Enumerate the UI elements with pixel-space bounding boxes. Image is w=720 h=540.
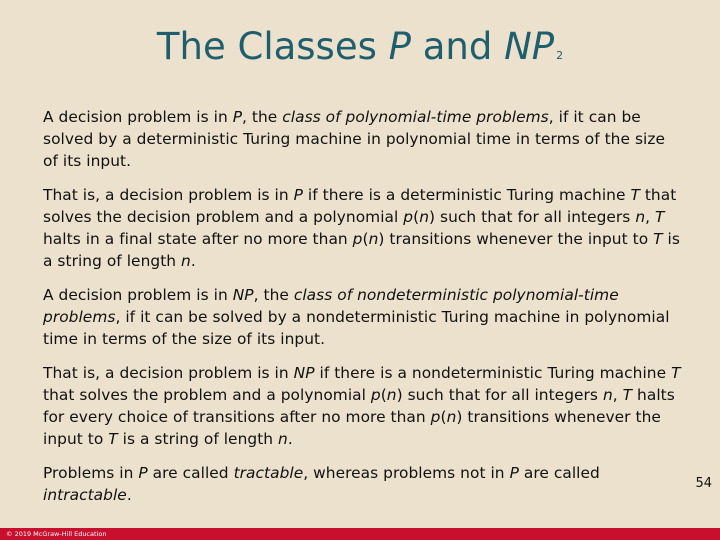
- text-run: are called: [518, 464, 600, 482]
- italic-run: p: [403, 208, 414, 226]
- italic-run: NP: [232, 286, 254, 304]
- italic-run: class of polynomial-time problems: [282, 108, 549, 126]
- text-run: That is, a decision problem is in: [43, 186, 294, 204]
- text-run: , if it can be solved by a nondeterministic Turing machine in polynomial time in terms of the size of its input.: [43, 308, 670, 348]
- paragraph-tractable: [43, 462, 683, 506]
- text-run: transitions whenever the input to: [384, 230, 654, 248]
- italic-run: n: [602, 386, 613, 404]
- italic-run: P: [293, 186, 303, 204]
- title-text: The Classes: [156, 25, 389, 68]
- italic-run: n: [419, 208, 429, 226]
- title-and: and: [410, 25, 505, 68]
- text-run: (: [413, 208, 420, 226]
- text-run: that solves the problem and a polynomial: [43, 386, 371, 404]
- italic-run: T: [655, 208, 665, 226]
- italic-run: p: [370, 386, 381, 404]
- italic-run: class of nondeterministic polynomial-time problems: [43, 286, 619, 326]
- text-run: .: [126, 486, 132, 504]
- slide-body: [43, 106, 683, 518]
- text-run: is a string of length: [43, 230, 680, 270]
- italic-run: n: [368, 230, 379, 248]
- paragraph-p-definition: [43, 106, 683, 172]
- text-run: A decision problem is in: [43, 108, 233, 126]
- slide-title: [0, 22, 720, 81]
- italic-run: n: [446, 408, 457, 426]
- text-run: if there is a nondeterministic Turing machine: [314, 364, 672, 382]
- footer-bar: [0, 528, 720, 540]
- text-run: That is, a decision problem is in: [43, 364, 294, 382]
- title-np: NP: [504, 25, 555, 68]
- text-run: .: [190, 252, 196, 270]
- text-run: ,: [612, 386, 623, 404]
- title-subscript: 2: [556, 49, 564, 62]
- italic-run: T: [671, 364, 681, 382]
- italic-run: P: [138, 464, 148, 482]
- text-run: , whereas problems not in: [303, 464, 510, 482]
- italic-run: P: [232, 108, 243, 126]
- italic-run: T: [622, 386, 633, 404]
- italic-run: n: [181, 252, 191, 270]
- italic-run: P: [509, 464, 519, 482]
- italic-run: tractable: [233, 464, 304, 482]
- text-run: ,: [645, 208, 656, 226]
- italic-run: T: [653, 230, 663, 248]
- text-run: , if it can be solved by a deterministic Turing machine in polynomial time in terms of the size of its input.: [43, 108, 665, 170]
- text-run: ): [396, 386, 403, 404]
- italic-run: p: [430, 408, 441, 426]
- text-run: transitions whenever the input to: [43, 408, 661, 448]
- italic-run: T: [630, 186, 640, 204]
- text-run: , the: [253, 286, 294, 304]
- italic-run: NP: [293, 364, 315, 382]
- text-run: such that for all integers: [402, 386, 603, 404]
- italic-run: n: [278, 430, 288, 448]
- text-run: that solves the decision problem and a polynomial: [43, 186, 677, 226]
- page-number: 54: [695, 476, 712, 491]
- text-run: , the: [242, 108, 283, 126]
- text-run: (: [440, 408, 447, 426]
- text-run: ): [378, 230, 385, 248]
- text-run: such that for all integers: [435, 208, 636, 226]
- text-run: (: [380, 386, 387, 404]
- text-run: ): [429, 208, 436, 226]
- text-run: halts for every choice of transitions after no more than: [43, 386, 675, 426]
- copyright-notice: © 2019 McGraw-Hill Education: [6, 530, 107, 538]
- text-run: Problems in: [43, 464, 139, 482]
- italic-run: T: [108, 430, 118, 448]
- italic-run: intractable: [43, 486, 127, 504]
- text-run: (: [362, 230, 369, 248]
- text-run: if there is a deterministic Turing machine: [302, 186, 631, 204]
- paragraph-np-formal: [43, 362, 683, 450]
- text-run: ): [456, 408, 463, 426]
- text-run: are called: [147, 464, 234, 482]
- italic-run: p: [352, 230, 363, 248]
- title-p: P: [388, 25, 411, 68]
- italic-run: n: [635, 208, 646, 226]
- italic-run: n: [386, 386, 397, 404]
- text-run: .: [287, 430, 293, 448]
- text-run: is a string of length: [117, 430, 279, 448]
- paragraph-np-definition: [43, 284, 683, 350]
- paragraph-p-formal: [43, 184, 683, 272]
- text-run: A decision problem is in: [43, 286, 233, 304]
- text-run: halts in a final state after no more than: [43, 230, 353, 248]
